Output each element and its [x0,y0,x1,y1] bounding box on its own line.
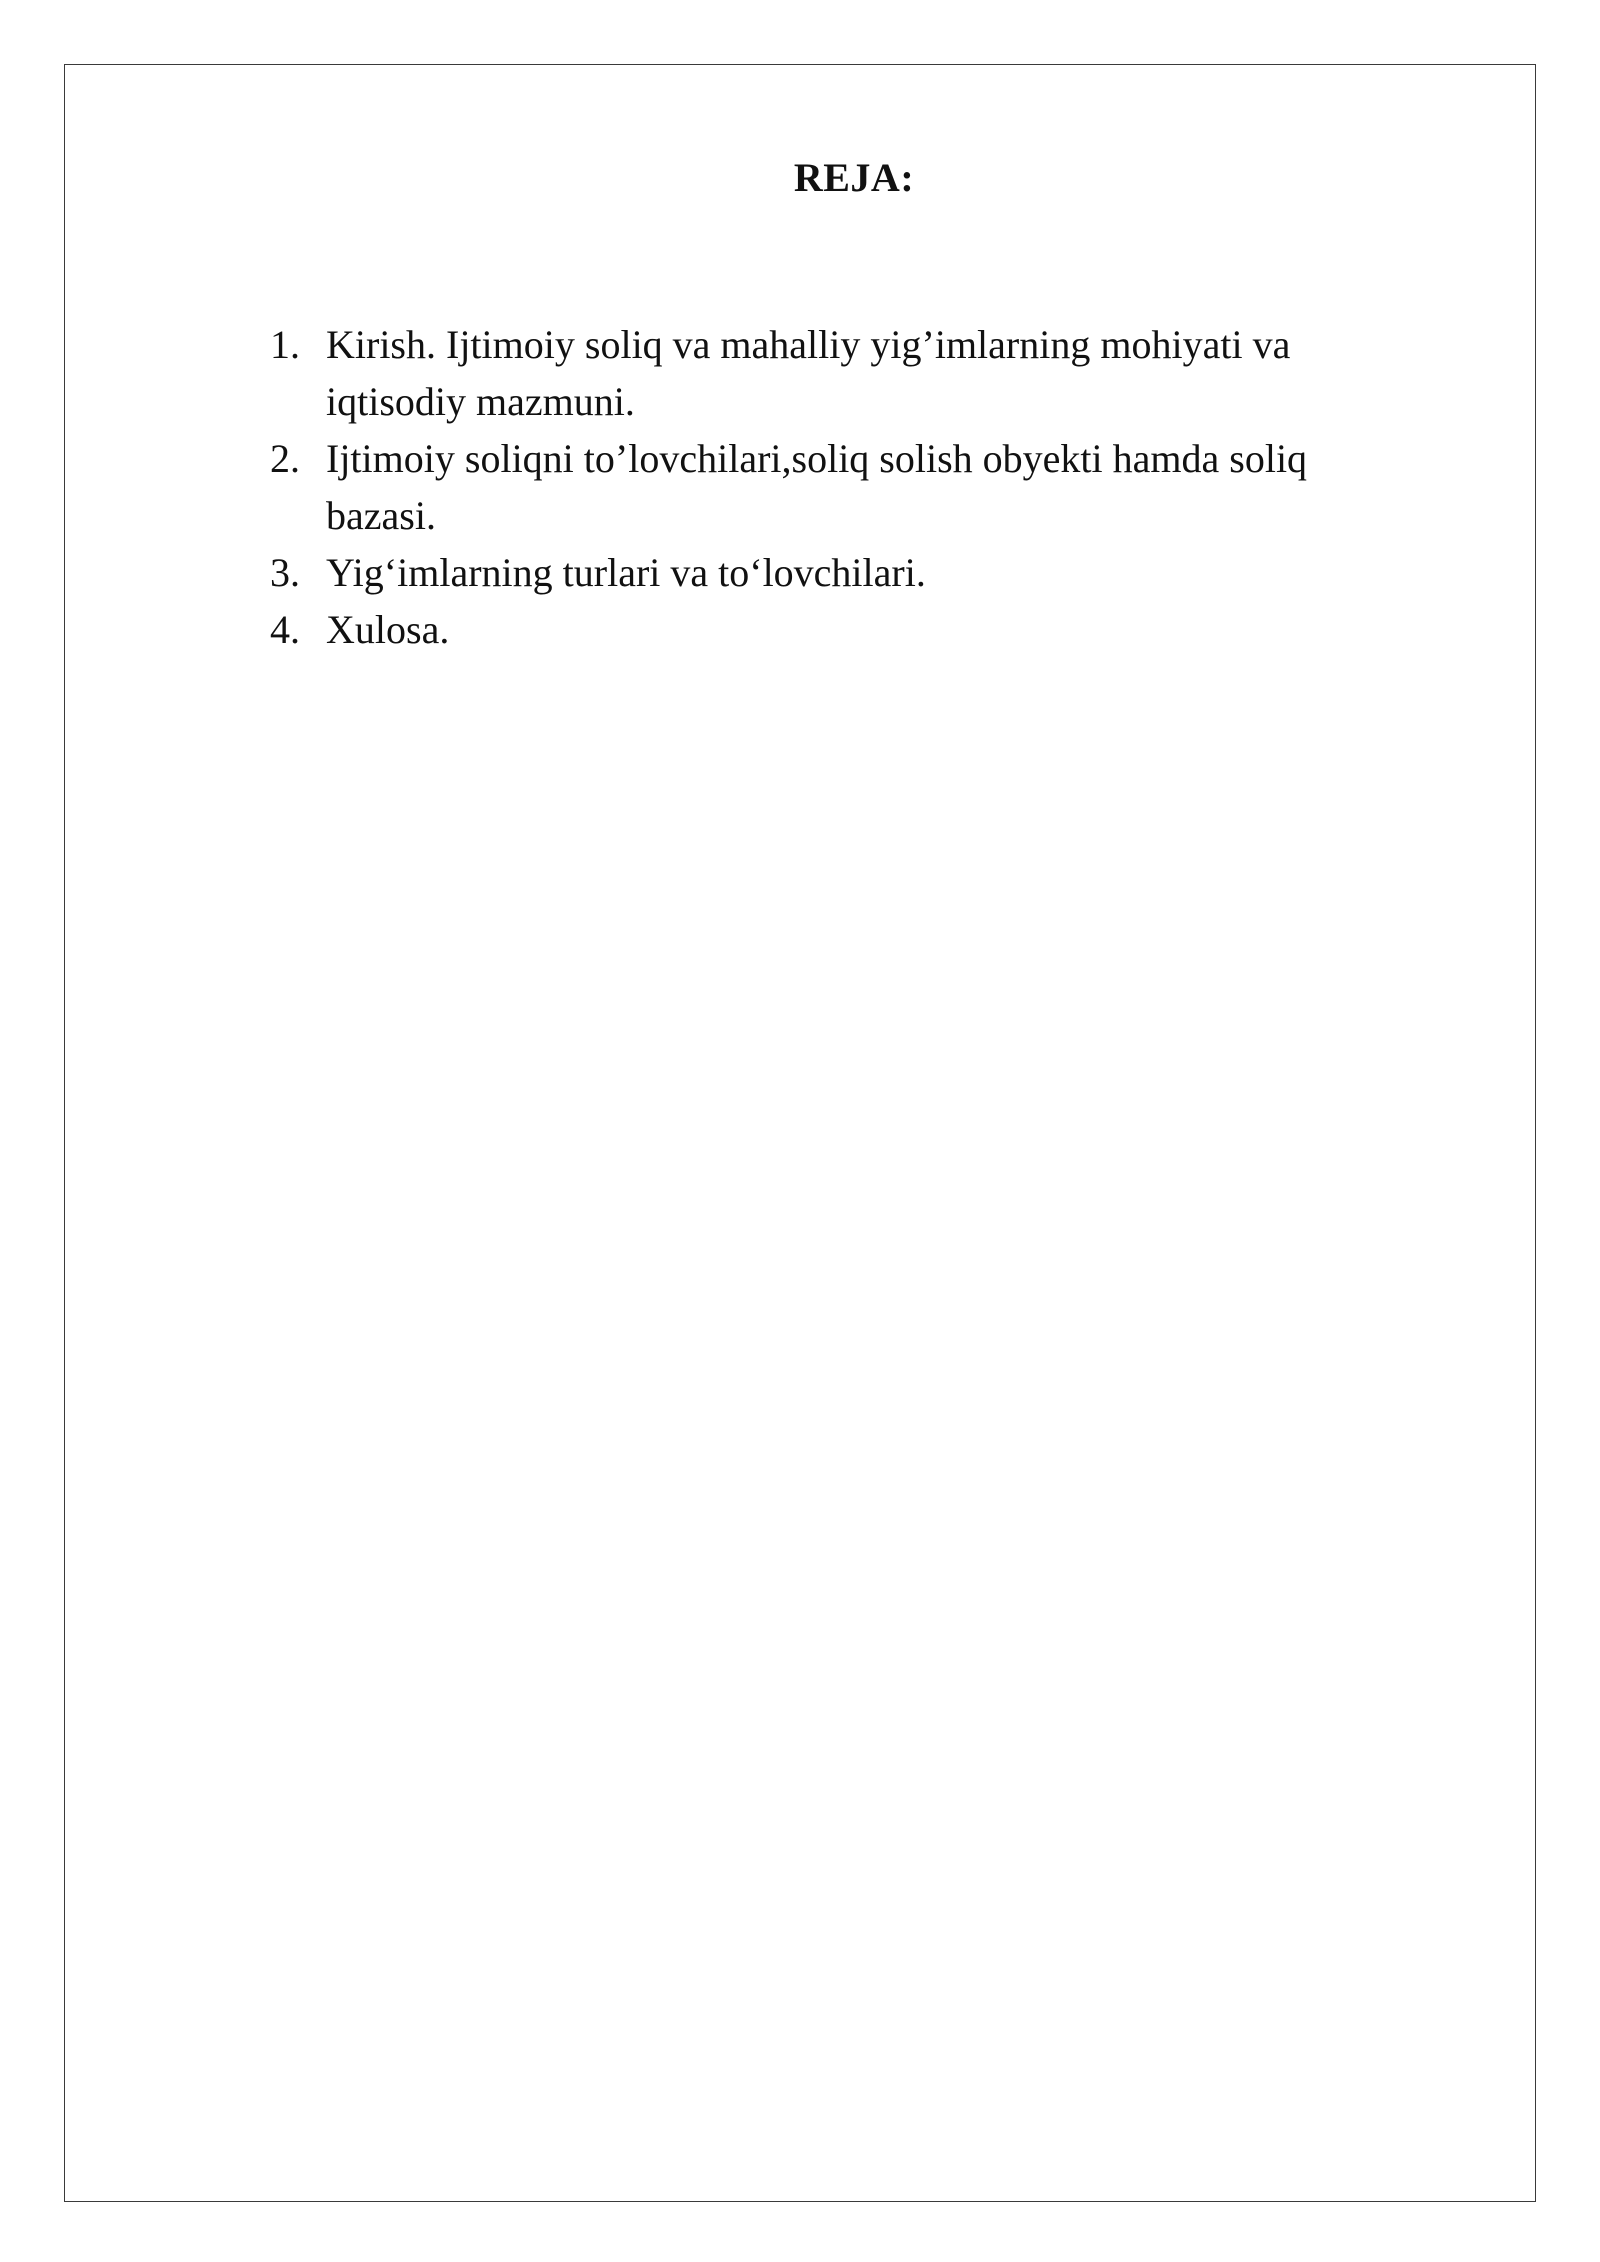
page-title: REJA: [793,155,915,200]
plan-item-4 [270,601,1400,658]
plan-item-number: 1. [270,322,300,367]
plan-item-number: 4. [270,607,300,652]
plan-item-text: Xulosa. [326,607,450,652]
plan-item-1 [270,316,1400,430]
plan-item-number: 2. [270,436,300,481]
plan-item-text: Yig‘imlarning turlari va to‘lovchilari. [326,550,926,595]
plan-item-text: Ijtimoiy soliqni to’lovchilari,soliq solish obyekti hamda soliq bazasi. [326,436,1308,538]
plan-item-number: 3. [270,550,300,595]
plan-item-text: Kirish. Ijtimoiy soliq va mahalliy yig’imlarning mohiyati va iqtisodiy mazmuni. [326,322,1291,424]
plan-item-3 [270,544,1400,601]
plan-item-2 [270,430,1400,544]
plan-list [270,316,1400,658]
